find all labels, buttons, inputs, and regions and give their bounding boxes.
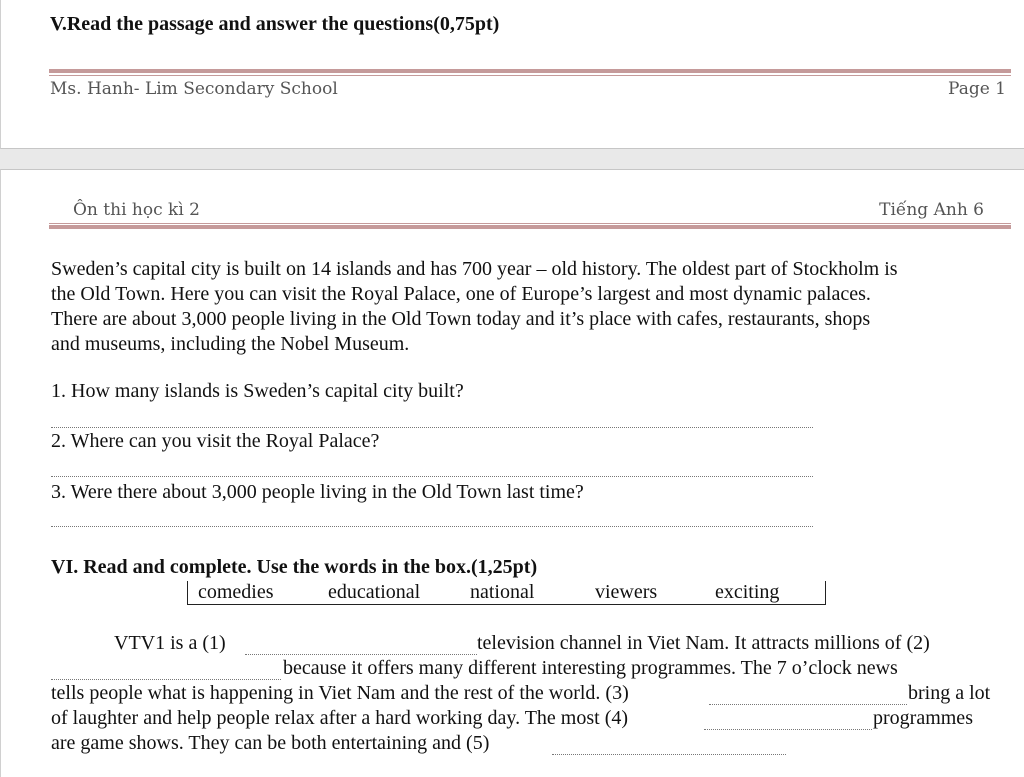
cloze-line-3a: tells people what is happening in Viet Nam and the rest of the world. (3) [51, 682, 629, 704]
cloze-line-4b: programmes [873, 707, 973, 729]
answer-line-1[interactable] [51, 427, 813, 428]
header-right: Tiếng Anh 6 [879, 200, 984, 220]
footer-school: Ms. Hanh- Lim Secondary School [50, 79, 338, 99]
blank-5[interactable] [552, 754, 786, 755]
word-box-item: exciting [715, 581, 780, 603]
word-box-item: viewers [595, 581, 658, 603]
passage-line: There are about 3,000 people living in the Old Town today and it’s place with cafes, restaurants, shops [51, 308, 871, 330]
section-v-title: V.Read the passage and answer the questions(0,75pt) [50, 13, 500, 35]
question-2: 2. Where can you visit the Royal Palace? [51, 430, 380, 452]
cloze-line-1b: television channel in Viet Nam. It attracts millions of (2) [477, 632, 930, 654]
header-rule-thin [49, 223, 1011, 224]
blank-4[interactable] [704, 729, 872, 730]
cloze-line-5: are game shows. They can be both entertaining and (5) [51, 732, 490, 754]
footer-page-number: Page 1 [948, 79, 1006, 99]
answer-line-2[interactable] [51, 476, 813, 477]
word-box-item: educational [328, 581, 421, 603]
header-left: Ôn thi học kì 2 [73, 200, 200, 220]
passage-line: the Old Town. Here you can visit the Royal Palace, one of Europe’s largest and most dynamic palaces. [51, 283, 871, 305]
blank-3[interactable] [709, 704, 907, 705]
question-3: 3. Were there about 3,000 people living in the Old Town last time? [51, 481, 584, 503]
section-vi-title: VI. Read and complete. Use the words in the box.(1,25pt) [51, 556, 538, 578]
page-1 [0, 0, 1024, 149]
header-rule [49, 225, 1011, 229]
passage [51, 257, 898, 357]
word-box-item: comedies [198, 581, 274, 603]
word-box [187, 581, 826, 605]
cloze-line-2: because it offers many different interesting programmes. The 7 o’clock news [283, 657, 898, 679]
cloze-line-1a: VTV1 is a (1) [114, 632, 226, 654]
answer-line-3[interactable] [51, 526, 813, 527]
word-box-item: national [470, 581, 535, 603]
cloze-line-4a: of laughter and help people relax after a hard working day. The most (4) [51, 707, 629, 729]
footer-rule [49, 69, 1011, 73]
cloze-line-3b: bring a lot [908, 682, 991, 704]
blank-2[interactable] [51, 679, 281, 680]
footer-rule-thin [49, 75, 1011, 76]
passage-line: and museums, including the Nobel Museum. [51, 333, 410, 355]
blank-1[interactable] [245, 654, 477, 655]
passage-line: Sweden’s capital city is built on 14 islands and has 700 year – old history. The oldest part of Stockholm is [51, 258, 898, 280]
question-1: 1. How many islands is Sweden’s capital city built? [51, 380, 464, 402]
page-2 [0, 169, 1024, 777]
